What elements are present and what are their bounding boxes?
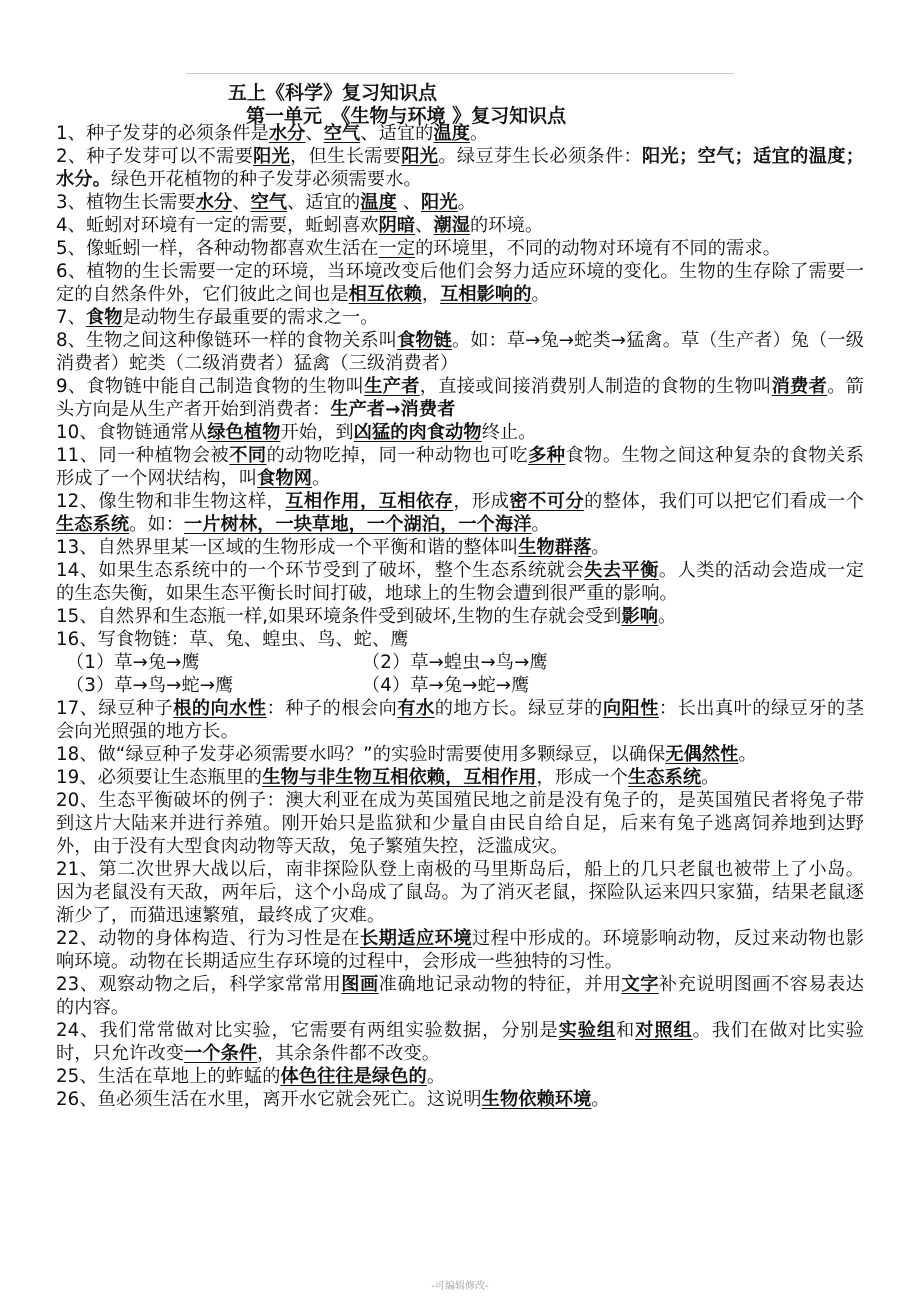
- item-text: ：种子的根会向: [266, 698, 398, 719]
- item-text: 。如：草→兔→蛇类→猛禽。草（生产者）兔（一级消费者）蛇类（二级消费者）猛禽（三级消费者）: [56, 330, 864, 374]
- key-term: 水分: [195, 192, 233, 213]
- item-text: 。: [531, 514, 550, 535]
- knowledge-item: [56, 789, 864, 858]
- header-rule: [186, 73, 734, 74]
- unit-title: 第一单元 《生物与环境 》复习知识点: [246, 105, 567, 127]
- key-term: 体色往往是绿色的: [280, 1066, 427, 1087]
- key-term: 凶猛的肉食动物: [353, 422, 482, 443]
- knowledge-item: [56, 260, 864, 306]
- key-term: 不同: [229, 445, 267, 466]
- key-term: 互相影响的: [440, 284, 532, 305]
- knowledge-item: [56, 605, 864, 628]
- item-text: 、: [415, 215, 434, 236]
- item-text: 23、观察动物之后，科学家常常用: [56, 974, 342, 995]
- item-text: 是动物生存最重要的需求之一。: [122, 307, 379, 328]
- item-text: 13、自然界里某一区域的生物形成一个平衡和谐的整体叫: [56, 537, 519, 558]
- key-term: 影响: [621, 606, 659, 627]
- key-term: 绿色植物: [207, 422, 281, 443]
- item-text: 的地方长。绿豆芽的: [434, 698, 603, 719]
- knowledge-item: [56, 628, 864, 651]
- food-chain-row: [56, 674, 864, 697]
- item-text: 补充说明图画不容易表达的内容。: [56, 974, 864, 1018]
- item-text: 、: [396, 192, 422, 213]
- item-text: 。: [457, 192, 476, 213]
- knowledge-item: [56, 559, 864, 605]
- item-text: 绿色开花植物的种子发芽必须需要水。: [110, 169, 422, 190]
- knowledge-item: [56, 743, 864, 766]
- item-text: ，形成: [453, 491, 510, 512]
- item-text: 25、生活在草地上的蚱蜢的: [56, 1066, 281, 1087]
- item-text: 和: [616, 1020, 636, 1041]
- key-term: 有水: [397, 698, 435, 719]
- key-term: 生态系统: [628, 767, 702, 788]
- item-text: 。: [591, 537, 610, 558]
- item-text: ，直接或间接消费别人制造的食物的生物叫: [419, 376, 772, 397]
- item-text: 2、种子发芽可以不需要: [56, 146, 254, 167]
- knowledge-item: [56, 306, 864, 329]
- key-term: 对照组: [635, 1020, 693, 1041]
- item-text: 11、同一种植物会被: [56, 445, 230, 466]
- key-term: 相互依赖: [348, 284, 422, 305]
- item-text: 。绿豆芽生长必须条件：: [438, 146, 643, 167]
- knowledge-item: [56, 444, 864, 490]
- knowledge-item: [56, 145, 864, 191]
- item-text: 过程中形成的。环境影响动物，反过来动物也影响环境。动物在长期适应生存环境的过程中，会形成一些独特的习性。: [56, 928, 864, 972]
- key-term: 图画: [341, 974, 379, 995]
- key-term: 空气: [250, 192, 288, 213]
- bold-text: 生产者→消费者: [330, 399, 456, 420]
- underlined-text: 一定: [378, 238, 416, 259]
- key-term: 消费者: [771, 376, 828, 397]
- item-text: 1、种子发芽的必须条件是: [56, 123, 269, 144]
- key-term: 食物: [85, 307, 123, 328]
- key-term: 生物群落: [518, 537, 592, 558]
- key-term: 食物链: [397, 330, 452, 351]
- item-text: 。: [701, 767, 720, 788]
- item-text: 10、食物链通常从: [56, 422, 208, 443]
- key-term: 食物网: [257, 468, 313, 489]
- key-term: 水分: [268, 123, 306, 144]
- item-text: 准确地记录动物的特征，并用: [378, 974, 622, 995]
- item-text: 4、蚯蚓对环境有一定的需要，蚯蚓喜欢: [56, 215, 379, 236]
- item-text: 20、生态平衡破坏的例子：澳大利亚在成为英国殖民地之前是没有兔子的，是英国殖民者将兔子带到这片大陆来并进行养殖。刚开始只是监狱和少量自由民自给自足，后来有兔子逃离饲养地到达野外，由于没有大型食肉动物等天敌，兔子繁殖失控，泛滥成灾。: [56, 790, 864, 857]
- item-text: 。: [312, 468, 331, 489]
- key-term: 长期适应环境: [359, 928, 473, 949]
- knowledge-item: [56, 536, 864, 559]
- item-text: 15、自然界和生态瓶一样,如果环境条件受到破坏,生物的生存就会受到: [56, 606, 622, 627]
- item-text: 16、写食物链：草、兔、蝗虫、鸟、蛇、鹰: [56, 629, 409, 650]
- key-term: 阳光: [253, 146, 291, 167]
- item-text: 5、像蚯蚓一样，各种动物都喜欢生活在: [56, 238, 379, 259]
- food-chain: （1）草→兔→鹰: [66, 652, 200, 673]
- key-term: 无偶然性: [665, 744, 739, 765]
- knowledge-item: [56, 191, 864, 214]
- item-text: 开始，到: [280, 422, 354, 443]
- item-text: 21、第二次世界大战以后，南非探险队登上南极的马里斯岛后，船上的几只老鼠也被带上了小岛。因为老鼠没有天敌，两年后，这个小岛成了鼠岛。为了消灭老鼠，探险队运来四只家猫，结果老鼠逐渐少了，而猫迅速繁殖，最终成了灾难。: [56, 859, 864, 926]
- item-text: ，形成一个: [536, 767, 628, 788]
- knowledge-item: [56, 122, 864, 145]
- item-text: 6、植物的生长需要一定的环境，当环境改变后他们会努力适应环境的变化。生物的生存除了需要一定的自然条件外，它们彼此之间也是: [56, 261, 864, 305]
- item-text: 、适宜的: [287, 192, 361, 213]
- key-term: 温度: [433, 123, 471, 144]
- knowledge-list: [56, 122, 864, 1111]
- item-text: 的环境。: [470, 215, 544, 236]
- key-term: 空气: [323, 123, 361, 144]
- food-chain: （3）草→鸟→蛇→鹰: [66, 675, 234, 696]
- key-term: 多种: [528, 445, 566, 466]
- key-term: 阳光: [421, 192, 458, 213]
- item-text: ，但生长需要: [290, 146, 402, 167]
- item-text: 24、我们常常做对比实验，它需要有两组实验数据，分别是: [56, 1020, 559, 1041]
- item-text: 22、动物的身体构造、行为习性是在: [56, 928, 360, 949]
- key-term: 实验组: [558, 1020, 617, 1041]
- item-text: 的环境里，不同的动物对环境有不同的需求。: [415, 238, 781, 259]
- food-chain: （4）草→兔→蛇→鹰: [362, 675, 530, 696]
- page-title: 五上《科学》复习知识点: [228, 82, 438, 104]
- knowledge-item: [56, 766, 864, 789]
- item-text: 12、像生物和非生物这样，: [56, 491, 286, 512]
- key-term: 温度: [360, 192, 397, 213]
- knowledge-item: [56, 375, 864, 421]
- item-text: 。如：: [129, 514, 185, 535]
- key-term: 向阳性: [602, 698, 659, 719]
- item-text: 。: [470, 123, 489, 144]
- key-term: 根的向水性: [173, 698, 267, 719]
- key-term: 失去平衡: [584, 560, 659, 581]
- item-text: ，: [421, 284, 441, 305]
- item-text: 、: [305, 123, 324, 144]
- knowledge-item: [56, 490, 864, 536]
- key-term: 生产者: [364, 376, 420, 397]
- key-term: 生物与非生物互相依赖，互相作用: [262, 767, 537, 788]
- item-text: 9、食物链中能自己制造食物的生物叫: [56, 376, 365, 397]
- knowledge-item: [56, 237, 864, 260]
- footer-note: -可编辑修改-: [431, 1281, 489, 1292]
- key-term: 阴暗: [378, 215, 416, 236]
- item-text: ，其余条件都不改变。: [257, 1043, 441, 1064]
- key-term: 一片树林，一块草地，一个湖泊，一个海洋: [184, 514, 532, 535]
- item-text: 。: [531, 284, 550, 305]
- knowledge-item: [56, 697, 864, 743]
- key-term: 阳光: [401, 146, 439, 167]
- item-text: 、: [232, 192, 251, 213]
- knowledge-item: [56, 858, 864, 927]
- item-text: 26、鱼必须生活在水里，离开水它就会死亡。这说明: [56, 1089, 482, 1110]
- key-term: 潮湿: [433, 215, 471, 236]
- knowledge-item: [56, 1065, 864, 1088]
- item-text: 19、必须要让生态瓶里的: [56, 767, 263, 788]
- item-text: 7、: [56, 307, 86, 328]
- key-term: 生态系统: [56, 514, 130, 535]
- item-text: 。: [591, 1089, 610, 1110]
- key-term: 生物依赖环境: [481, 1089, 592, 1110]
- item-text: 。: [658, 606, 677, 627]
- food-chain-answers: [56, 651, 864, 697]
- item-text: 18、做“绿豆种子发芽必须需要水吗？”的实验时需要使用多颗绿豆，以确保: [56, 744, 666, 765]
- knowledge-item: [56, 421, 864, 444]
- item-text: 、适宜的: [360, 123, 434, 144]
- item-text: ：长出真叶的绿豆牙的茎会向光照强的地方长。: [56, 698, 865, 742]
- key-term: 密不可分: [509, 491, 585, 512]
- item-text: 的整体，我们可以把它们看成一个: [584, 491, 864, 512]
- item-text: 食物。生物之间这种复杂的食物关系形成了一个网状结构，叫: [56, 445, 865, 489]
- item-text: 终止。: [481, 422, 537, 443]
- item-text: 3、植物生长需要: [56, 192, 196, 213]
- item-text: 14、如果生态系统中的一个环节受到了破坏，整个生态系统就会: [56, 560, 585, 581]
- item-text: 。: [426, 1066, 446, 1087]
- item-text: 8、生物之间这种像链环一样的食物关系叫: [56, 330, 398, 351]
- food-chain-row: [56, 651, 864, 674]
- key-term: 文字: [621, 974, 659, 995]
- knowledge-item: [56, 927, 864, 973]
- item-text: 。我们在做对比实验时，只允许改变: [56, 1020, 864, 1064]
- item-text: 的动物吃掉，同一种动物也可吃: [266, 445, 529, 466]
- key-term: 互相作用，互相依存: [285, 491, 454, 512]
- knowledge-item: [56, 1019, 864, 1065]
- knowledge-item: [56, 1088, 864, 1111]
- key-term: 一个条件: [184, 1043, 258, 1064]
- knowledge-item: [56, 973, 864, 1019]
- item-text: 。: [738, 744, 757, 765]
- item-text: 17、绿豆种子: [56, 698, 174, 719]
- knowledge-item: [56, 329, 864, 375]
- food-chain: （2）草→蝗虫→鸟→鹰: [362, 652, 548, 673]
- item-text: 。人类的活动会造成一定的生态失衡，如果生态平衡长时间打破，地球上的生物会遭到很严重的影响。: [56, 560, 864, 604]
- knowledge-item: [56, 214, 864, 237]
- item-text: 。箭头方向是从生产者开始到消费者：: [56, 376, 864, 420]
- bold-text: 阳光；空气；适宜的温度；水分。: [56, 146, 865, 190]
